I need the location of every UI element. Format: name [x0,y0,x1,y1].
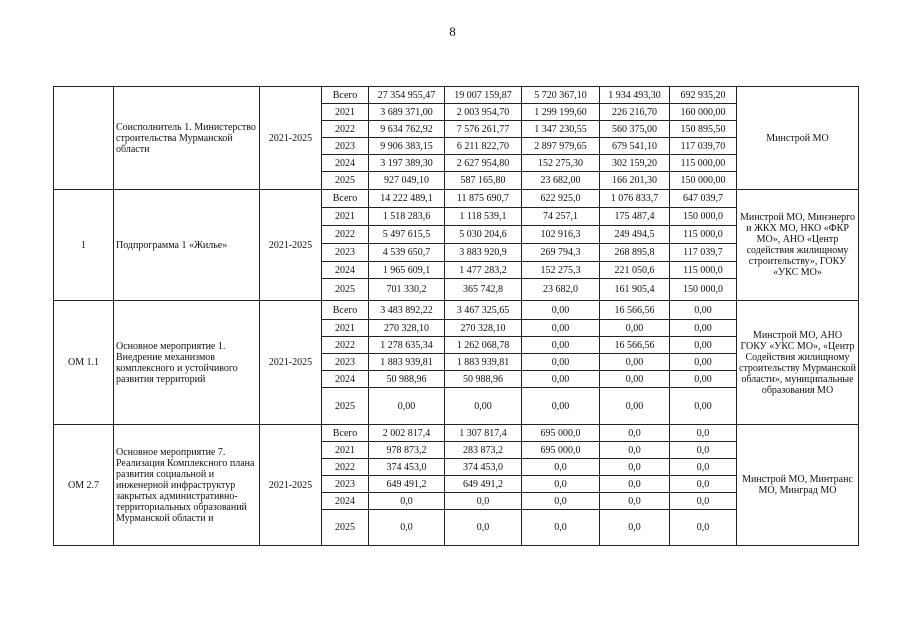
other-sources-cell: 0,00 [670,354,737,371]
federal-budget-cell: 1 307 817,4 [445,425,522,442]
period-cell: 2021-2025 [260,87,322,190]
total-cell: 649 491,2 [369,476,445,493]
local-budget-cell: 0,00 [600,320,670,337]
executor-cell: Минстрой МО, Минтранс МО, Минград МО [737,425,859,546]
total-cell: 978 873,2 [369,442,445,459]
local-budget-cell: 16 566,56 [600,301,670,320]
total-cell: 0,0 [369,510,445,546]
other-sources-cell: 647 039,7 [670,190,737,208]
local-budget-cell: 16 566,56 [600,337,670,354]
federal-budget-cell: 0,00 [445,388,522,425]
other-sources-cell: 150 895,50 [670,121,737,138]
local-budget-cell: 226 216,70 [600,104,670,121]
federal-budget-cell: 365 742,8 [445,279,522,301]
year-cell: 2023 [322,354,369,371]
year-cell: 2025 [322,510,369,546]
local-budget-cell: 0,0 [600,442,670,459]
total-cell: 50 988,96 [369,371,445,388]
regional-budget-cell: 0,00 [522,354,600,371]
program-name-cell: Подпрограмма 1 «Жилье» [114,190,260,301]
regional-budget-cell: 74 257,1 [522,208,600,226]
year-cell: 2021 [322,320,369,337]
local-budget-cell: 0,0 [600,510,670,546]
total-cell: 3 689 371,00 [369,104,445,121]
regional-budget-cell: 152 275,30 [522,155,600,172]
executor-cell: Минстрой МО, АНО ГОКУ «УКС МО», «Центр Содействия жилищному строительству Мурманской области», муниципальные образования МО [737,301,859,425]
year-cell: Всего [322,190,369,208]
regional-budget-cell: 1 299 199,60 [522,104,600,121]
period-cell: 2021-2025 [260,301,322,425]
table-row [54,425,859,442]
regional-budget-cell: 0,00 [522,388,600,425]
other-sources-cell: 0,00 [670,388,737,425]
other-sources-cell: 150 000,00 [670,172,737,190]
year-cell: 2021 [322,442,369,459]
federal-budget-cell: 587 165,80 [445,172,522,190]
other-sources-cell: 115 000,0 [670,262,737,279]
federal-budget-cell: 3 883 920,9 [445,244,522,262]
total-cell: 9 634 762,92 [369,121,445,138]
local-budget-cell: 268 895,8 [600,244,670,262]
local-budget-cell: 0,0 [600,459,670,476]
executor-cell: Минстрой МО, Минэнерго и ЖКХ МО, НКО «ФКР МО», АНО «Центр содействия жилищному строительству», ГОКУ «УКС МО» [737,190,859,301]
table-row [54,190,859,208]
other-sources-cell: 0,0 [670,459,737,476]
total-cell: 701 330,2 [369,279,445,301]
year-cell: 2024 [322,371,369,388]
other-sources-cell: 115 000,0 [670,226,737,244]
year-cell: 2023 [322,244,369,262]
regional-budget-cell: 0,0 [522,493,600,510]
local-budget-cell: 560 375,00 [600,121,670,138]
local-budget-cell: 1 934 493,30 [600,87,670,104]
other-sources-cell: 0,00 [670,337,737,354]
total-cell: 270 328,10 [369,320,445,337]
regional-budget-cell: 1 347 230,55 [522,121,600,138]
regional-budget-cell: 23 682,00 [522,172,600,190]
other-sources-cell: 0,0 [670,493,737,510]
regional-budget-cell: 0,00 [522,371,600,388]
local-budget-cell: 0,00 [600,371,670,388]
year-cell: 2023 [322,476,369,493]
year-cell: Всего [322,87,369,104]
total-cell: 1 518 283,6 [369,208,445,226]
local-budget-cell: 0,00 [600,388,670,425]
regional-budget-cell: 0,0 [522,476,600,493]
program-name-cell: Основное мероприятие 7. Реализация Комплексного плана развития социальной и инженерной инфраструктур закрытых административно-территориальных образований Мурманской области и [114,425,260,546]
regional-budget-cell: 0,0 [522,459,600,476]
federal-budget-cell: 50 988,96 [445,371,522,388]
year-cell: 2021 [322,208,369,226]
regional-budget-cell: 5 720 367,10 [522,87,600,104]
other-sources-cell: 0,0 [670,425,737,442]
total-cell: 4 539 650,7 [369,244,445,262]
other-sources-cell: 0,00 [670,371,737,388]
total-cell: 1 883 939,81 [369,354,445,371]
year-cell: 2023 [322,138,369,155]
year-cell: 2022 [322,459,369,476]
page-number: 8 [449,24,456,39]
local-budget-cell: 0,0 [600,425,670,442]
year-cell: 2024 [322,262,369,279]
total-cell: 0,0 [369,493,445,510]
year-cell: Всего [322,425,369,442]
federal-budget-cell: 6 211 822,70 [445,138,522,155]
year-cell: 2025 [322,388,369,425]
total-cell: 2 002 817,4 [369,425,445,442]
table-row [54,301,859,320]
other-sources-cell: 692 935,20 [670,87,737,104]
other-sources-cell: 0,0 [670,442,737,459]
program-code-cell: ОМ 2.7 [54,425,114,546]
regional-budget-cell: 622 925,0 [522,190,600,208]
local-budget-cell: 175 487,4 [600,208,670,226]
total-cell: 1 965 609,1 [369,262,445,279]
year-cell: 2025 [322,172,369,190]
program-code-cell [54,87,114,190]
local-budget-cell: 249 494,5 [600,226,670,244]
federal-budget-cell: 0,0 [445,510,522,546]
total-cell: 3 197 389,30 [369,155,445,172]
regional-budget-cell: 0,0 [522,510,600,546]
federal-budget-cell: 1 262 068,78 [445,337,522,354]
federal-budget-cell: 0,0 [445,493,522,510]
other-sources-cell: 0,00 [670,320,737,337]
other-sources-cell: 150 000,0 [670,279,737,301]
total-cell: 27 354 955,47 [369,87,445,104]
year-cell: Всего [322,301,369,320]
total-cell: 14 222 489,1 [369,190,445,208]
other-sources-cell: 0,0 [670,476,737,493]
local-budget-cell: 161 905,4 [600,279,670,301]
federal-budget-cell: 283 873,2 [445,442,522,459]
federal-budget-cell: 374 453,0 [445,459,522,476]
year-cell: 2022 [322,226,369,244]
local-budget-cell: 1 076 833,7 [600,190,670,208]
total-cell: 3 483 892,22 [369,301,445,320]
period-cell: 2021-2025 [260,190,322,301]
regional-budget-cell: 102 916,3 [522,226,600,244]
federal-budget-cell: 5 030 204,6 [445,226,522,244]
other-sources-cell: 150 000,0 [670,208,737,226]
year-cell: 2025 [322,279,369,301]
table-row [54,87,859,104]
program-name-cell: Основное мероприятие 1. Внедрение механизмов комплексного и устойчивого развития территорий [114,301,260,425]
federal-budget-cell: 270 328,10 [445,320,522,337]
total-cell: 9 906 383,15 [369,138,445,155]
other-sources-cell: 0,0 [670,510,737,546]
program-code-cell: ОМ 1.1 [54,301,114,425]
federal-budget-cell: 3 467 325,65 [445,301,522,320]
year-cell: 2024 [322,155,369,172]
local-budget-cell: 166 201,30 [600,172,670,190]
program-name-cell: Соисполнитель 1. Министерство строительства Мурманской области [114,87,260,190]
executor-cell: Минстрой МО [737,87,859,190]
regional-budget-cell: 152 275,3 [522,262,600,279]
year-cell: 2022 [322,121,369,138]
local-budget-cell: 0,00 [600,354,670,371]
federal-budget-cell: 7 576 261,77 [445,121,522,138]
other-sources-cell: 0,00 [670,301,737,320]
federal-budget-cell: 11 875 690,7 [445,190,522,208]
total-cell: 927 049,10 [369,172,445,190]
year-cell: 2021 [322,104,369,121]
total-cell: 0,00 [369,388,445,425]
year-cell: 2022 [322,337,369,354]
federal-budget-cell: 2 003 954,70 [445,104,522,121]
other-sources-cell: 117 039,70 [670,138,737,155]
federal-budget-cell: 1 477 283,2 [445,262,522,279]
regional-budget-cell: 0,00 [522,301,600,320]
other-sources-cell: 160 000,00 [670,104,737,121]
federal-budget-cell: 649 491,2 [445,476,522,493]
regional-budget-cell: 0,00 [522,337,600,354]
total-cell: 374 453,0 [369,459,445,476]
federal-budget-cell: 1 883 939,81 [445,354,522,371]
budget-table-body [54,87,859,546]
regional-budget-cell: 0,00 [522,320,600,337]
total-cell: 5 497 615,5 [369,226,445,244]
regional-budget-cell: 269 794,3 [522,244,600,262]
year-cell: 2024 [322,493,369,510]
period-cell: 2021-2025 [260,425,322,546]
federal-budget-cell: 19 007 159,87 [445,87,522,104]
local-budget-cell: 302 159,20 [600,155,670,172]
local-budget-cell: 221 050,6 [600,262,670,279]
local-budget-cell: 679 541,10 [600,138,670,155]
regional-budget-cell: 23 682,0 [522,279,600,301]
federal-budget-cell: 2 627 954,80 [445,155,522,172]
federal-budget-cell: 1 118 539,1 [445,208,522,226]
budget-table [53,86,859,546]
local-budget-cell: 0,0 [600,476,670,493]
regional-budget-cell: 695 000,0 [522,442,600,459]
local-budget-cell: 0,0 [600,493,670,510]
other-sources-cell: 115 000,00 [670,155,737,172]
other-sources-cell: 117 039,7 [670,244,737,262]
program-code-cell: 1 [54,190,114,301]
regional-budget-cell: 2 897 979,65 [522,138,600,155]
regional-budget-cell: 695 000,0 [522,425,600,442]
total-cell: 1 278 635,34 [369,337,445,354]
